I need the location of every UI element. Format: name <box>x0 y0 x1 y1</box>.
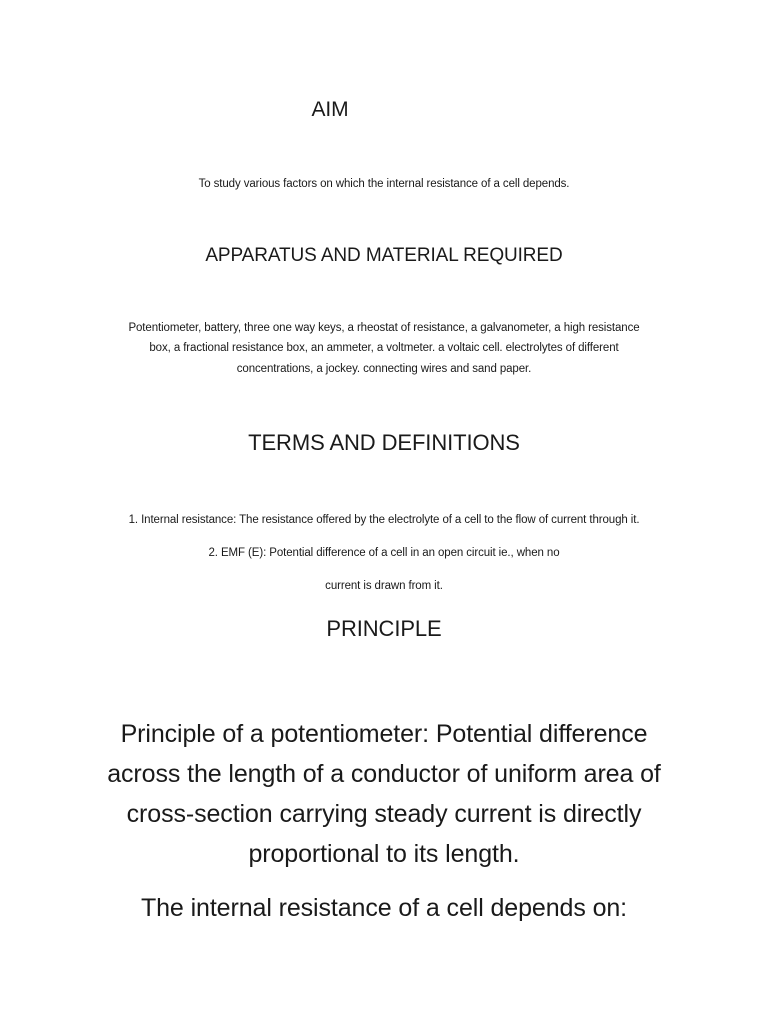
depends-heading: The internal resistance of a cell depends on: <box>140 894 628 922</box>
apparatus-heading: APPARATUS AND MATERIAL REQUIRED <box>205 245 563 266</box>
terms-heading: TERMS AND DEFINITIONS <box>248 430 520 455</box>
principle-line-3: cross-section carrying steady current is directly <box>126 800 642 828</box>
apparatus-line-2: box, a fractional resistance box, an ammeter, a voltmeter. a voltaic cell. electrolytes of different <box>149 342 619 354</box>
aim-text: To study various factors on which the internal resistance of a cell depends. <box>198 178 570 190</box>
term-internal-resistance: 1. Internal resistance: The resistance offered by the electrolyte of a cell to the flow of current through it. <box>128 514 640 526</box>
apparatus-line-1: Potentiometer, battery, three one way keys, a rheostat of resistance, a galvanometer, a high resistance <box>128 322 640 334</box>
principle-line-2: across the length of a conductor of uniform area of <box>107 760 661 788</box>
aim-heading: AIM <box>311 98 349 121</box>
principle-heading: PRINCIPLE <box>326 616 442 641</box>
term-emf-line-1: 2. EMF (E): Potential difference of a cell in an open circuit ie., when no <box>208 547 560 559</box>
principle-line-1: Principle of a potentiometer: Potential difference <box>120 720 648 748</box>
principle-line-4: proportional to its length. <box>248 840 520 868</box>
term-emf-line-2: current is drawn from it. <box>325 580 443 592</box>
apparatus-line-3: concentrations, a jockey. connecting wires and sand paper. <box>236 363 532 375</box>
